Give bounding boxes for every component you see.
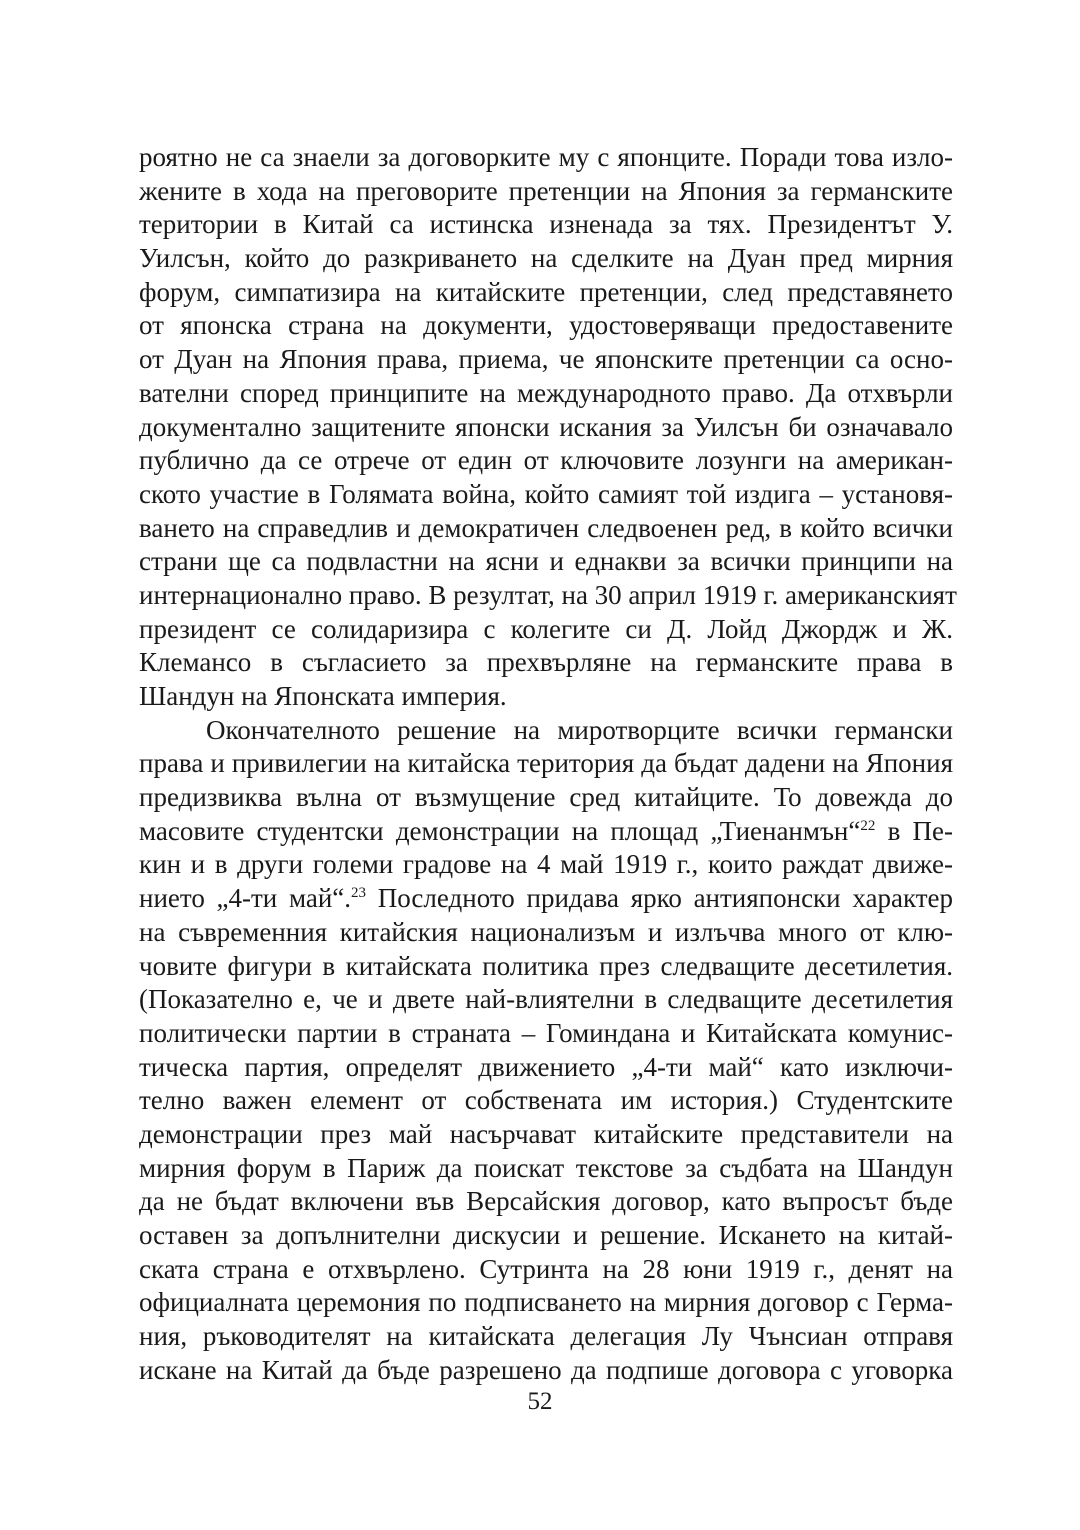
text-line: кин и в други големи градове на 4 май 1919 г., които раждат движе- (139, 849, 953, 880)
text-line: вателни според принципите на международното право. Да отхвърли (139, 377, 953, 408)
text-line: искане на Китай да бъде разрешено да подпише договора с уговорка (139, 1354, 953, 1385)
footnote-ref-22: 22 (860, 817, 876, 834)
text-segment: нието „4-ти май“. (139, 883, 352, 914)
text-line: мирния форум в Париж да поискат текстове за съдбата на Шандун (139, 1152, 953, 1183)
text-line: права и привилегии на китайска територия да бъдат дадени на Япония (139, 748, 953, 779)
paragraph-1 (139, 141, 957, 714)
text-line: документално защитените японски искания за Уилсън би означавало (139, 411, 953, 442)
page-number: 52 (527, 1388, 553, 1415)
text-line: ската страна е отхвърлено. Сутринта на 28 юни 1919 г., денят на (139, 1253, 953, 1284)
text-line: роятно не са знаели за договорките му с японците. Поради това изло- (139, 142, 953, 172)
text-line: ването на справедлив и демократичен следвоенен ред, в който всички (139, 512, 953, 543)
text-line: телно важен елемент от собствената им история.) Студентските (139, 1085, 953, 1116)
text-line: публично да се отрече от един от ключовите лозунги на американ- (139, 445, 953, 476)
text-line: Окончателното решение на миротворците всички германски (206, 714, 953, 745)
text-line-with-footnote (139, 882, 953, 916)
text-line: на съвременния китайския национализъм и излъчва много от клю- (139, 916, 953, 947)
text-line: Клемансо в съгласието за прехвърляне на германските права в (139, 647, 953, 678)
text-line: Уилсън, който до разкриването на сделките на Дуан пред мирния (139, 243, 953, 274)
text-segment: Последното придава ярко антияпонски характер (366, 883, 953, 914)
text-line: демонстрации през май насърчават китайските представители на (139, 1118, 953, 1149)
text-line: президент се солидаризира с колегите си Д. Лойд Джордж и Ж. (139, 613, 953, 644)
text-line: Шандун на Японската империя. (139, 681, 507, 711)
text-line: ското участие в Голямата война, който самият той издига – установя- (139, 478, 953, 509)
paragraph-2 (139, 714, 953, 1388)
text-line: територии в Китай са истинска изненада за тях. Президентът У. (139, 209, 953, 240)
text-line: предизвиква вълна от възмущение сред китайците. То довежда до (139, 782, 953, 813)
text-segment: масовите студентски демонстрации на площад „Тиенанмън“ (139, 815, 861, 846)
text-line: от Дуан на Япония права, приема, че японските претенции са осно- (139, 344, 953, 375)
text-line: страни ще са подвластни на ясни и еднакви за всички принципи на (139, 546, 953, 577)
text-line: тическа партия, определят движението „4-ти май“ като изключи- (139, 1051, 953, 1082)
footnote-ref-23: 23 (351, 885, 367, 902)
text-line: интернационално право. В резултат, на 30 април 1919 г. американският (139, 579, 957, 610)
text-line: (Показателно е, че и двете най-влиятелни в следващите десетилетия (139, 984, 953, 1015)
body-text (139, 141, 957, 1387)
text-segment: в Пе- (875, 815, 953, 846)
text-line: да не бъдат включени във Версайския договор, като въпросът бъде (139, 1186, 953, 1217)
text-line: жените в хода на преговорите претенции на Япония за германските (139, 175, 953, 206)
text-line: официалната церемония по подписването на мирния договор с Герма- (139, 1287, 953, 1318)
text-line: ния, ръководителят на китайската делегация Лу Чънсиан отправя (139, 1321, 953, 1352)
text-line: човите фигури в китайската политика през следващите десетилетия. (139, 950, 953, 981)
text-line: политически партии в страната – Гоминдана и Китайската комунис- (139, 1017, 953, 1048)
text-line: оставен за допълнителни дискусии и решение. Искането на китай- (139, 1220, 953, 1250)
text-line: форум, симпатизира на китайските претенции, след представянето (139, 276, 953, 307)
text-line: от японска страна на документи, удостоверяващи предоставените (139, 310, 953, 341)
text-line-with-footnote (139, 815, 953, 849)
